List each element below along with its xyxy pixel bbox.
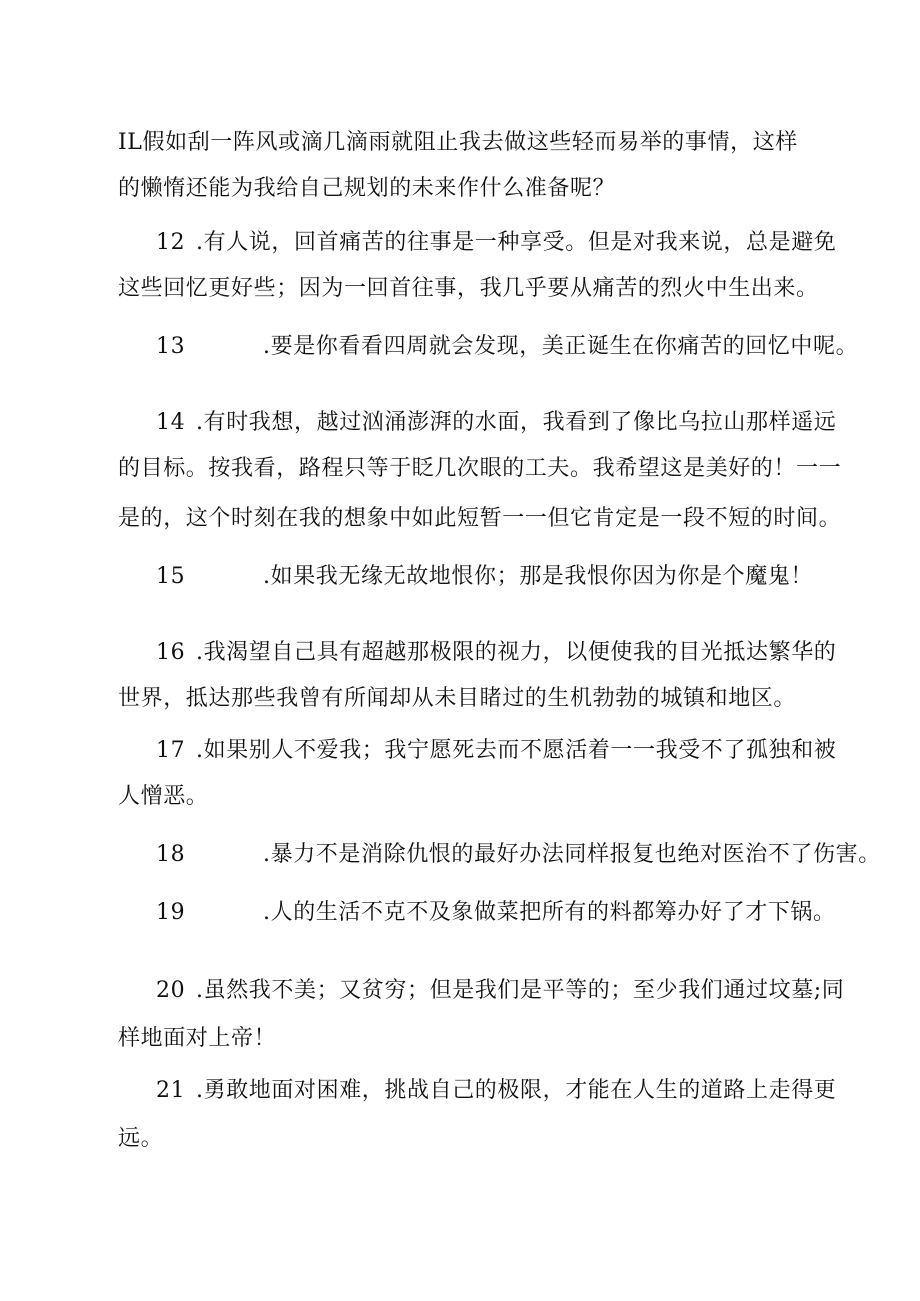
paragraph-text: 世界，抵达那些我曾有所闻却从未目睹过的生机勃勃的城镇和地区。 [118, 686, 797, 711]
paragraph-11-line-2 [118, 174, 615, 204]
paragraph-number: 17 [156, 738, 186, 763]
paragraph-12-line-2 [118, 274, 819, 304]
paragraph-15-line-1 [156, 562, 813, 592]
paragraph-number: 21 [156, 1078, 186, 1103]
paragraph-16-line-2 [118, 684, 796, 714]
paragraph-text: 的懒惰还能为我给自己规划的未来作什么准备呢？ [118, 176, 616, 201]
paragraph-16-line-1 [156, 638, 836, 668]
paragraph-text: 这些回忆更好些；因为一回首往事，我几乎要从痛苦的烈火中生出来。 [118, 276, 819, 301]
paragraph-text: .人的生活不克不及象做菜把所有的料都筹办好了才下锅。 [263, 900, 836, 925]
paragraph-text: 样地面对上帝！ [118, 1026, 277, 1051]
paragraph-17-line-1 [156, 736, 836, 766]
paragraph-text: 人憎恶。 [118, 784, 209, 809]
paragraph-text: .如果我无缘无故地恨你；那是我恨你因为你是个魔鬼！ [263, 564, 813, 589]
paragraph-number: 13 [156, 334, 186, 359]
paragraph-number: 12 [156, 230, 186, 255]
paragraph-11-line-1 [118, 128, 798, 158]
paragraph-text: .虽然我不美；又贫穷；但是我们是平等的；至少我们通过坟墓;同 [196, 978, 845, 1003]
paragraph-21-line-2 [118, 1124, 163, 1154]
paragraph-text: 是的，这个时刻在我的想象中如此短暂一一但它肯定是一段不短的时间。 [118, 506, 842, 531]
paragraph-20-line-1 [156, 976, 844, 1006]
paragraph-number: 19 [156, 900, 186, 925]
paragraph-text: .有时我想，越过汹涌澎湃的水面，我看到了像比乌拉山那样遥远 [196, 410, 837, 435]
paragraph-text: .暴力不是消除仇恨的最好办法同样报复也绝对医治不了伤害。 [263, 842, 881, 867]
paragraph-17-line-2 [118, 782, 208, 812]
paragraph-text: .有人说，回首痛苦的往事是一种享受。但是对我来说，总是避免 [196, 230, 837, 255]
paragraph-14-line-1 [156, 408, 836, 438]
paragraph-20-line-2 [118, 1024, 276, 1054]
paragraph-text: 远。 [118, 1126, 164, 1151]
paragraph-text: .如果别人不爱我；我宁愿死去而不愿活着一一我受不了孤独和被 [196, 738, 837, 763]
paragraph-text: .勇敢地面对困难，挑战自己的极限，才能在人生的道路上走得更 [196, 1078, 837, 1103]
paragraph-number: 15 [156, 564, 186, 589]
paragraph-number: 14 [156, 410, 186, 435]
paragraph-text: .我渴望自己具有超越那极限的视力，以便使我的目光抵达繁华的 [196, 640, 837, 665]
paragraph-13-line-1 [156, 332, 858, 362]
paragraph-21-line-1 [156, 1076, 836, 1106]
paragraph-number: 18 [156, 842, 186, 867]
paragraph-text: .要是你看看四周就会发现，美正诞生在你痛苦的回忆中呢。 [263, 334, 859, 359]
paragraph-14-line-3 [118, 504, 841, 534]
paragraph-number: 20 [156, 978, 186, 1003]
paragraph-19-line-1 [156, 898, 836, 928]
paragraph-12-line-1 [156, 228, 836, 258]
paragraph-18-line-1 [156, 840, 881, 870]
paragraph-text: 的目标。按我看，路程只等于眨几次眼的工夫。我希望这是美好的！一一 [118, 456, 842, 481]
paragraph-number: 16 [156, 640, 186, 665]
paragraph-14-line-2 [118, 454, 841, 484]
paragraph-text: IL假如刮一阵风或滴几滴雨就阻止我去做这些轻而易举的事情，这样 [118, 130, 798, 155]
